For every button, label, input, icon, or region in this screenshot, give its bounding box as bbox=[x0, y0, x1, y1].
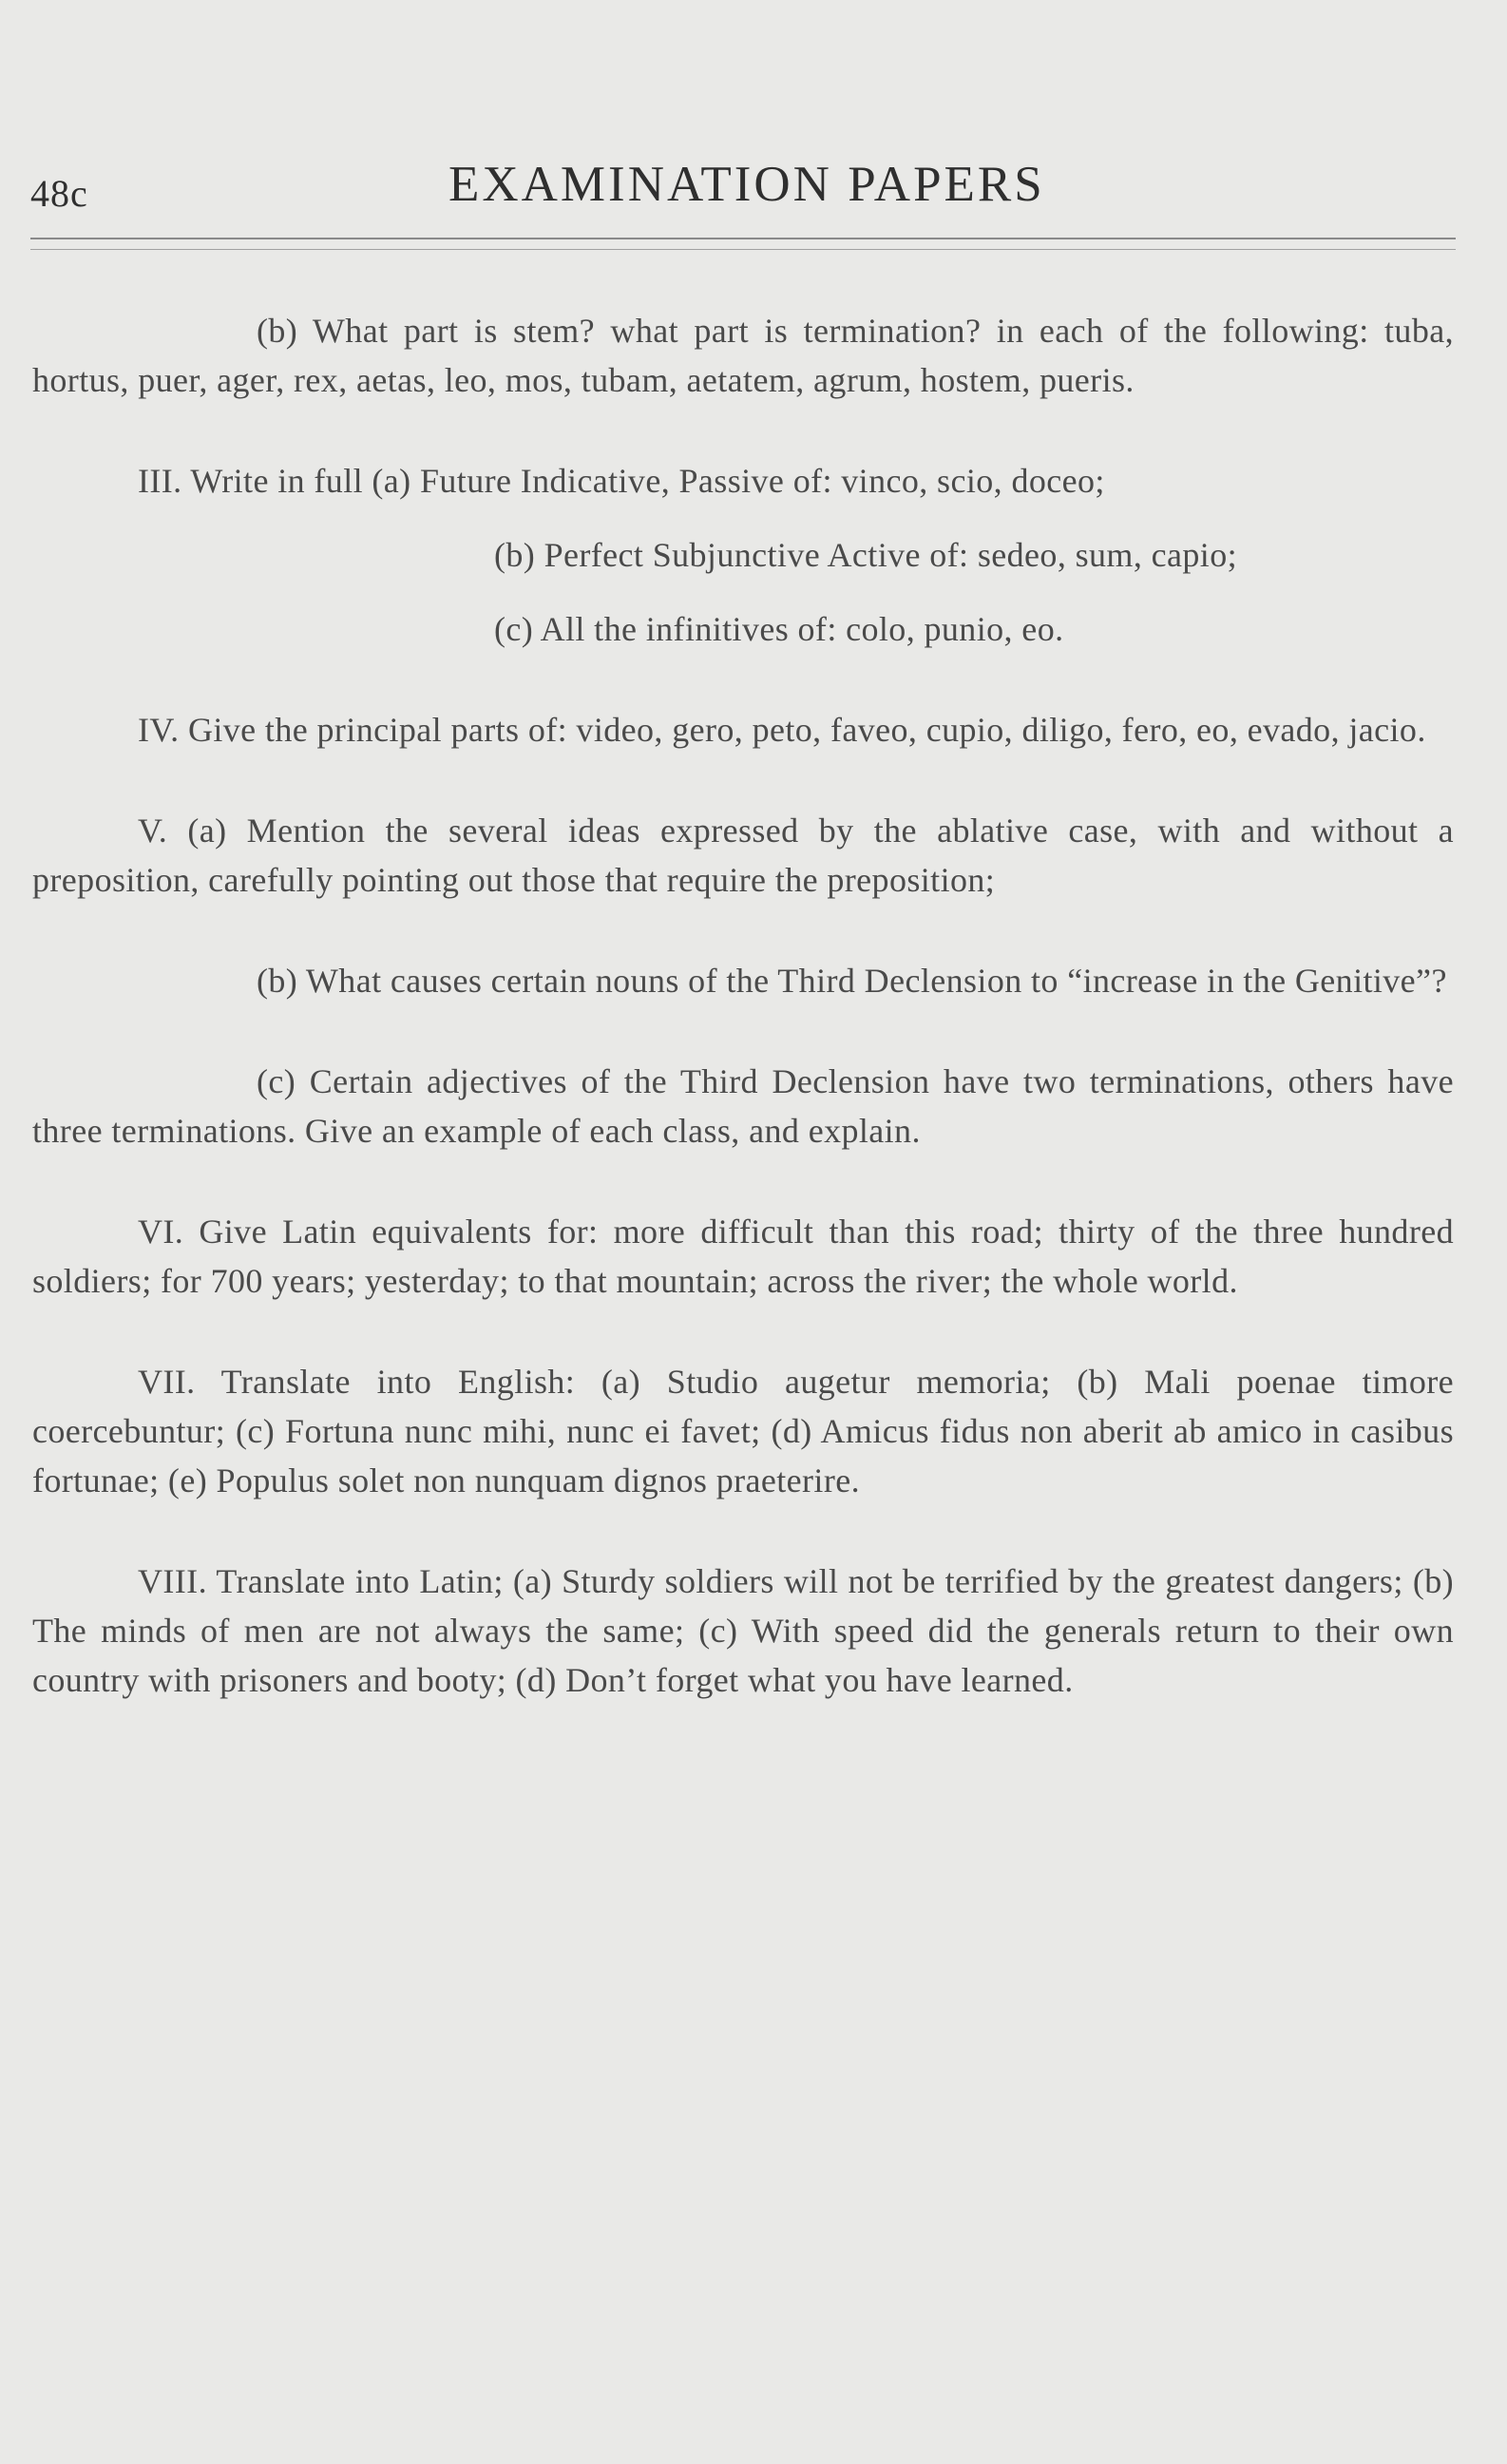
exam-questions bbox=[32, 306, 1454, 1756]
question-vi: VI. Give Latin equivalents for: more difficult than this road; thirty of the three hundred soldiers; for 700 years; yesterday; to that mountain; across the river; the whole world. bbox=[32, 1213, 1454, 1300]
header-rule-top bbox=[30, 238, 1456, 239]
question-v-a: V. (a) Mention the several ideas expressed by the ablative case, with and without a preposition, carefully pointing out those that require the preposition; bbox=[32, 812, 1454, 899]
header-rule-bottom bbox=[30, 249, 1456, 250]
running-head-title: EXAMINATION PAPERS bbox=[448, 157, 1045, 212]
page-number: 48c bbox=[30, 172, 88, 215]
question-iii-c: (c) All the infinitives of: colo, punio, eo. bbox=[494, 610, 1064, 648]
question-v-b: (b) What causes certain nouns of the Third Declension to “increase in the Genitive”? bbox=[257, 962, 1447, 1000]
page-header bbox=[30, 143, 1456, 219]
question-iv: IV. Give the principal parts of: video, gero, peto, faveo, cupio, diligo, fero, eo, evado, jacio. bbox=[138, 711, 1426, 749]
question-vii: VII. Translate into English: (a) Studio augetur memoria; (b) Mali poenae timore coercebuntur; (c) Fortuna nunc mihi, nunc ei favet; (d) Amicus fidus non aberit ab amico in casibus fortunae; (e) Populus solet non nunquam dignos praeterire. bbox=[32, 1363, 1454, 1499]
question-viii: VIII. Translate into Latin; (a) Sturdy soldiers will not be terrified by the greatest dangers; (b) The minds of men are not always the same; (c) With speed did the generals return to their own country with prisoners and booty; (d) Don’t forget what you have learned. bbox=[32, 1562, 1454, 1699]
question-iii-a: III. Write in full (a) Future Indicative, Passive of: vinco, scio, doceo; bbox=[138, 462, 1105, 500]
question-ii-b: (b) What part is stem? what part is termination? in each of the following: tuba, hortus, puer, ager, rex, aetas, leo, mos, tubam, aetatem, agrum, hostem, pueris. bbox=[32, 312, 1454, 399]
question-v-c: (c) Certain adjectives of the Third Declension have two terminations, others have three terminations. Give an example of each class, and explain. bbox=[32, 1062, 1454, 1150]
question-iii-b: (b) Perfect Subjunctive Active of: sedeo, sum, capio; bbox=[494, 536, 1237, 574]
question-iii bbox=[32, 456, 1454, 654]
